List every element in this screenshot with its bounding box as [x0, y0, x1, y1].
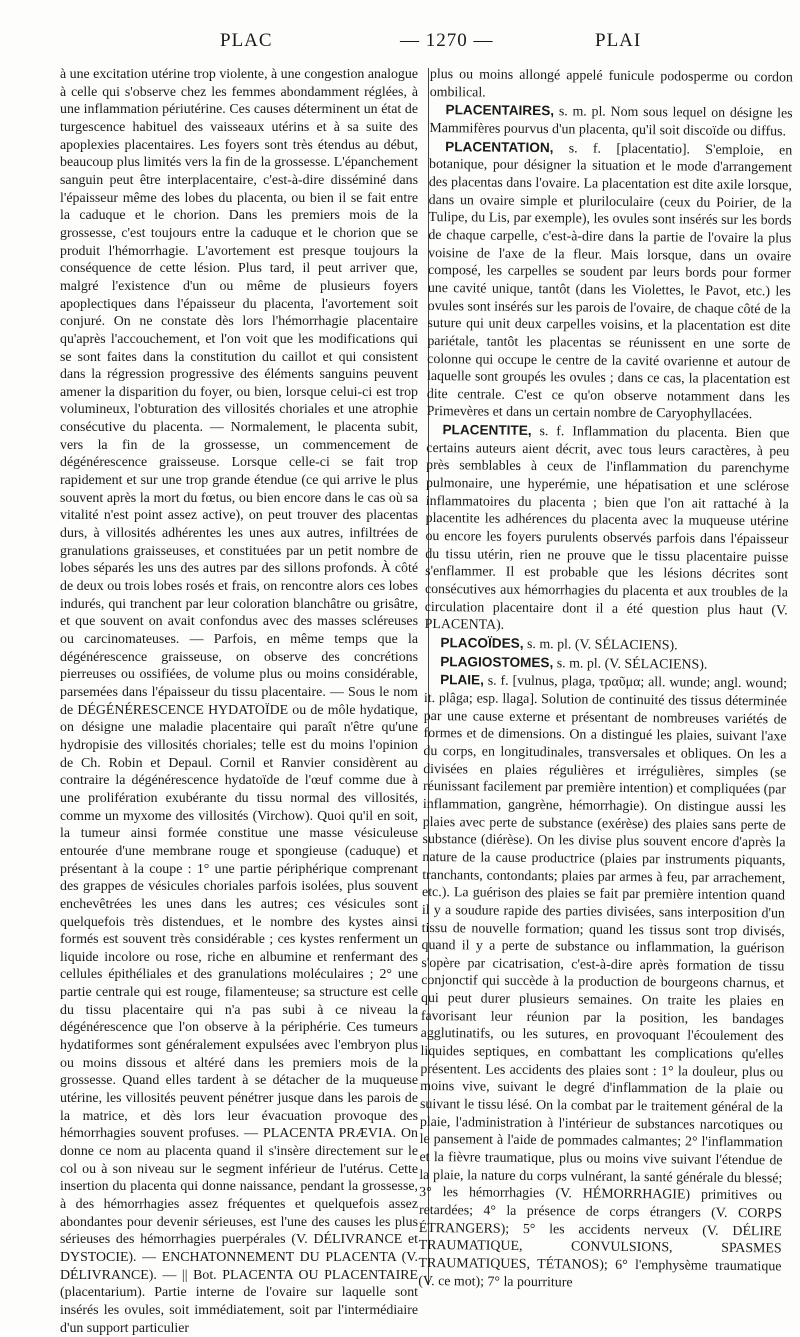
entry-headword: PLAIE, — [440, 672, 484, 688]
entry-body: s. m. pl. (V. SÉLACIENS). — [556, 655, 708, 673]
left-column — [60, 66, 418, 1337]
page-number: — 1270 — — [400, 30, 494, 51]
entry-body: s. f. [placentatio]. S'emploie, en botanique, pour désigner la situation et le mode d'arrangement des placentas dans l'ovaire. La placentation est dite axile lorsque, dans un ovaire simple et pluriloculaire (ceux du Poirier, de la Tulipe, du Lis, par exemple), les ovules sont insérés sur les bords de chaque carpelle, c'est-à-dire dans la partie de l'ovaire la plus voisine de l'axe de la fleur. Mais lorsque, dans un ovaire composé, les carpelles se soudent par leurs bords pour former une cavité unique, tantôt (dans les Violettes, le Pavot, etc.) les ovules sont insérés sur les parois de l'ovaire, de chaque côté de la suture qui unit deux carpelles voisins, et la placentation est dite pariétale, tantôt les placentas se réunissent en une sorte de colonne qui occupe le centre de la cavité ovarienne et autour de laquelle sont groupés les ovules ; dans ce cas, la placentation est dite centrale. C'est ce qu'on observe notamment dans les Primevères et dans un certain nombre de Caryophyllacées. — [426, 140, 793, 423]
entry-placentaires — [429, 101, 792, 141]
entry-body: s. m. pl. (V. SÉLACIENS). — [526, 636, 678, 654]
right-column — [418, 66, 793, 1294]
right-column-intro: plus ou moins allongé appelé funicule podosperme ou cordon ombilical. — [429, 66, 793, 101]
entry-placentation — [427, 138, 793, 425]
entry-headword: PLAGIOSTOMES, — [440, 653, 554, 670]
entry-headword: PLACENTAIRES, — [445, 102, 555, 119]
left-column-text: à une excitation utérine trop violente, à une congestion analogue à celle qui s'observe chez les femmes abondamment réglées, à une inflammation périutérine. Ces causes déterminent un état de turgescence habituel des vaisseaux utérins et à sa suite des apoplexies placentaires. Les foyers sont très étendus au début, beaucoup plus limités vers la fin de la grossesse. L'épanchement sanguin peut être interplacentaire, c'est-à-dire disséminé dans l'épaisseur même des lobes du placenta, ou bien il se fait entre la caduque et le chorion. Dans les premiers mois de la grossesse, c'est toujours entre la caduque et le chorion que se produit l'hémorrhagie. L'avortement est presque toujours la conséquence de cette lésion. Plus tard, il peut arriver que, malgré l'existence d'un ou même de plusieurs foyers apoplectiques dans l'épaisseur du placenta, l'avortement soit conjuré. On ne constate dès lors l'hémorrhagie placentaire qu'après l'accouchement, et l'on voit que les modifications qui se sont faites dans la constitution du caillot et qui consistent dans la régression progressive des éléments sanguins peuvent amener la disparition du foyer, ou bien, lorsque celui-ci est trop volumineux, l'obturation des villosités choriales et une atrophie consécutive du placenta. — Normalement, le placenta subit, vers la fin de la grossesse, un commencement de dégénérescence graisseuse. Lorsque celle-ci se fait trop rapidement et sur une trop grande étendue (ce qui arrive le plus souvent après la mort du fœtus, ou bien encore dans le cas où sa vitalité n'est point assez active), on peut trouver des placentas durs, à villosités adhérentes les unes aux autres, infiltrées de granulations graisseuses, et constituées par un petit nombre de lobes séparés les uns des autres par des sillons profonds. À côté de deux ou trois lobes rosés et frais, on rencontre alors ces lobes indurés, qui tranchent par leur coloration blanchâtre ou grisâtre, et que souvent on avait confondus avec des masses scléreuses ou carcinomateuses. — Parfois, en même temps que la dégénérescence graisseuse, on observe des concrétions pierreuses ou ossifiées, de volume plus ou moins considérable, parsemées dans l'épaisseur du tissu placentaire. — Sous le nom de DÉGÉNÉRESCENCE HYDATOÏDE ou de môle hydatique, on désigne une maladie placentaire qui paraît n'être qu'une hydropisie des villosités choriales; telle est du moins l'opinion de Ch. Robin et Depaul. Cornil et Ranvier considèrent au contraire la dégénérescence hydatoïde de l'œuf comme due à une prolifération exubérante du tissu normal des villosités, comme un myxome des villosités (Virchow). Quoi qu'il en soit, la tumeur ainsi formée constitue une masse vésiculeuse entourée d'une membrane rouge et spongieuse (caduque) et présentant à la coupe : 1° une partie périphérique comprenant des grappes de vésicules choriales parfois isolées, plus souvent enchevêtrées les unes dans les autres; ces vésicules sont quelquefois très distendues, et le nombre des kystes ainsi formés est souvent très considérable ; ces kystes renferment un liquide incolore ou rose, riche en albumine et renfermant des cellules épithéliales et des granulations moléculaires ; 2° une partie centrale qui est rouge, filamenteuse; sa structure est celle du tissu placentaire qui n'a pas subi à ce niveau la dégénérescence que l'on observe à la périphérie. Ces tumeurs hydatiformes sont généralement expulsées avec l'embryon plus ou moins dissous et altéré dans les premiers mois de la grossesse. Quand elles tardent à se détacher de la muqueuse utérine, les villosités peuvent pénétrer jusque dans les parois de la matrice, et dès lors leur évacuation provoque des hémorrhagies souvent profuses. — PLACENTA PRÆVIA. On donne ce nom au placenta quand il s'insère directement sur le col ou à son niveau sur le segment inférieur de l'utérus. Cette insertion du placenta qui donne naissance, pendant la grossesse, à des hémorrhagies assez fréquentes et quelquefois assez abondantes pour devenir sérieuses, est l'une des causes les plus sérieuses des hémorrhagies puerpérales (V. DÉLIVRANCE et DYSTOCIE). — ENCHATONNEMENT DU PLACENTA (V. DÉLIVRANCE). — || Bot. PLACENTA OU PLACENTAIRE (placentarium). Partie interne de l'ovaire sur laquelle sont insérés les ovules, soit immédiatement, soit par l'intermédiaire d'un support particulier — [60, 67, 418, 1336]
entry-headword: PLACOÏDES, — [440, 635, 524, 651]
entry-plaie — [418, 671, 787, 1293]
entry-headword: PLACENTITE, — [442, 422, 532, 439]
entry-body: s. f. [vulnus, plaga, τραῦμα; all. wunde; angl. wound; it. plâga; esp. llaga]. Solution de continuité des tissus déterminée par une cause externe et présentant de nombreuses variétés de formes et de dimensions. On a distingué les plaies, suivant l'axe du corps, en longitudinales, transversales et obliques. On les a divisées en plaies régulières et irrégulières, simples (se réunissant facilement par première intention) et compliquées (par inflammation, gangrène, hémorrhagie). On distingue aussi les plaies avec perte de substance (exérèse) des plaies sans perte de substance (diérèse). On les divise plus souvent encore d'après la nature de la cause productrice (plaies par instruments piquants, tranchants, contondants; plaies par armes à feu, par arrachement, etc.). La guérison des plaies se fait par première intention quand il y a soudure rapide des parties divisées, sans interposition d'un tissu de nouvelle formation; quand les tissus sont trop divisés, quand il y a perte de substance ou inflammation, la guérison s'opère par cicatrisation, c'est-à-dire après formation de tissu conjonctif qui succède à la production de bourgeons charnus, et qui peut durer plusieurs semaines. On traite les plaies en favorisant leur réunion par la position, les bandages agglutinatifs, ou les sutures, en provoquant l'écoulement des liquides septiques, en combattant les complications qu'elles présentent. Les accidents des plaies sont : 1° la douleur, plus ou moins vive, suivant le degré d'inflammation de la plaie ou suivant le tissu lésé. On la combat par le traitement général de la plaie, l'administration à l'intérieur de substances narcotiques ou le pansement à l'aide de pommades calmantes; 2° l'inflammation et la fièvre traumatique, plus ou moins vive suivant l'étendue de la plaie, la nature du corps vulnérant, la santé générale du blessé; 3° les hémorrhagies (V. HÉMORRHAGIE) primitives ou retardées; 4° la présence de corps étrangers (V. CORPS ÉTRANGERS); 5° les accidents nerveux (V. DÉLIRE TRAUMATIQUE, CONVULSIONS, SPASMES TRAUMATIQUES, TÉTANOS); 6° l'emphysème traumatique (V. ce mot); 7° la pourriture — [418, 673, 788, 1291]
entry-body: s. m. pl. Nom sous lequel on désigne les Mammifères pourvus d'un placenta, qu'il soit discoïde ou diffus. — [429, 104, 793, 140]
entry-headword: PLACENTATION, — [445, 138, 554, 155]
header-right-guideword: PLAI — [595, 30, 642, 51]
header-left-guideword: PLAC — [220, 30, 273, 51]
entry-placentite — [425, 421, 790, 637]
entry-body: s. f. Inflammation du placenta. Bien que certains auteurs aient décrit, avec tous leurs caractères, à peu près semblables à ceux de l'inflammation du parenchyme pulmonaire, une hyperémie, une hépatisation et une sclérose inflammatoires du placenta ; bien que l'on ait rattaché à la placentite les adhérences du placenta avec la muqueuse utérine ou encore les foyers purulents observés parfois dans l'épaisseur du tissu utérin, rien ne prouve que le tissu placentaire puisse s'enflammer. Il est probable que les lésions décrites sont consécutives aux hémorrhagies du placenta et aux troubles de la circulation placentaire dont il a été question plus haut (V. PLACENTA). — [424, 424, 790, 634]
page-header — [50, 30, 790, 58]
